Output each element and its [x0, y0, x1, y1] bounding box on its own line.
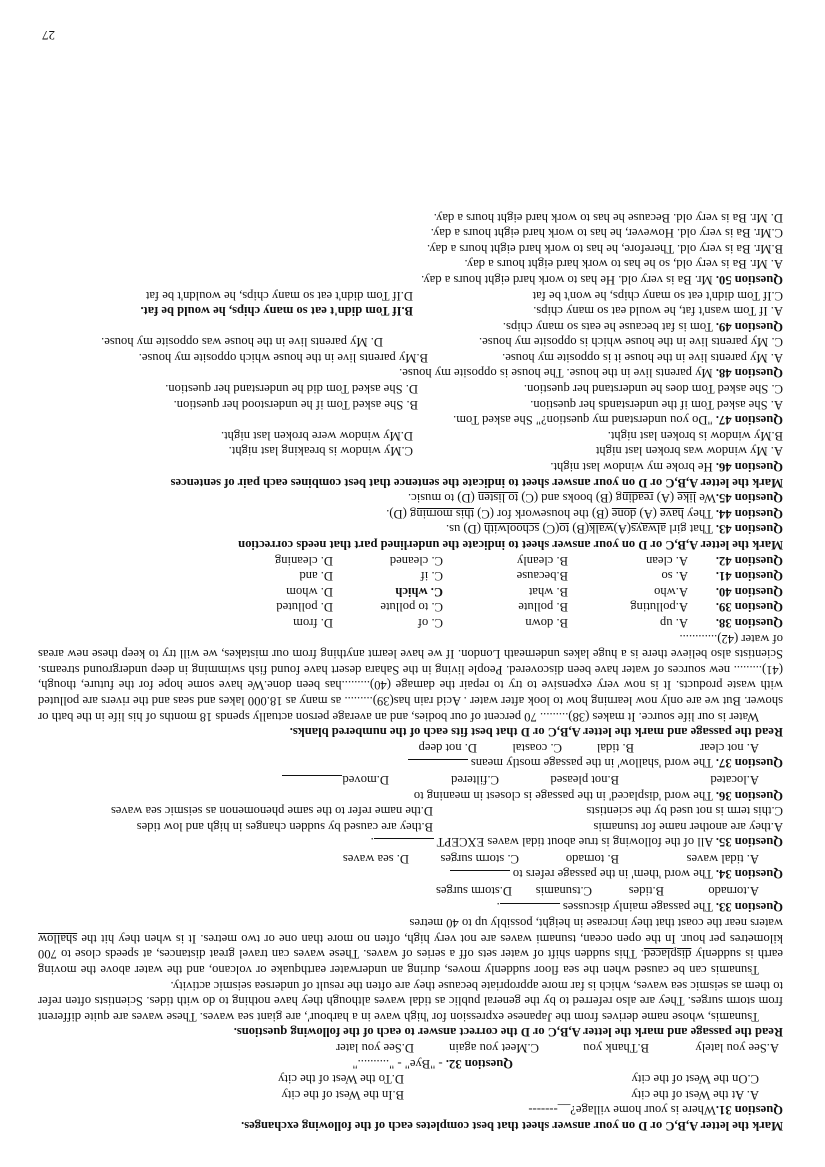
option-b: B. tornado [565, 851, 619, 866]
underlined-part-d: schoolwith [484, 522, 540, 537]
question-stem: My parents live in the house. The house is opposite my house. [399, 366, 713, 381]
option-d: D. from [293, 616, 333, 630]
question-tail: ------- [528, 1103, 558, 1118]
option-b: B. down [525, 616, 568, 630]
q48-options-row-1 [38, 349, 783, 365]
passage-text: Tsunamis can be caused when the sea floor suddenly moves, during an underwater earthquake or volcano, and the water above the moving earth is suddenly [38, 947, 783, 978]
option-c: C. storm surges [440, 851, 519, 866]
question-label: Question 43. [715, 522, 783, 537]
q47-options-row-2 [38, 381, 783, 397]
section-heading-reading: Read the passage and mark the letter A,B,C or D the correct answer to each of the following questions. [233, 1025, 783, 1040]
q46-options-row-2 [38, 427, 783, 443]
question-35: Question 35. All of the following is true about tidal waves EXCEPT . [370, 835, 783, 850]
question-stem: The word 'shallow' in the passage mostly means [470, 756, 713, 771]
option-c: C. if [420, 569, 443, 584]
question-label: Question 41. [715, 569, 783, 584]
question-48 [38, 365, 783, 381]
option-d: D. My parents live in the house was opposite my house. [101, 335, 383, 350]
option-d: D. not deep [418, 740, 477, 755]
question-stem: Tom is fat because he eats so many chips. [502, 319, 713, 334]
option-d: D.See you later [336, 1041, 414, 1056]
question-stem: Mr. Ba is very old. He has to work hard eight hours a day. [421, 272, 713, 287]
question-label: Question 50. [715, 272, 783, 287]
option-b: B.In the West of the city [281, 1087, 404, 1102]
sentence-text: (B) the housework for (C) [474, 506, 612, 521]
sentence-text: (A) [613, 522, 632, 537]
question-label: Question 49. [715, 319, 783, 334]
sentence-text: We [696, 491, 716, 506]
question-stem: The word 'displaced' in the passage is closest in meaning to [413, 788, 713, 803]
question-36 [38, 787, 783, 803]
sentence-text: They [683, 506, 716, 521]
q46-options-row-1 [38, 443, 783, 459]
exam-content [38, 209, 783, 1133]
option-a: A. tidal waves [686, 851, 759, 866]
page-number: 27 [42, 28, 55, 43]
q49-options-row-1 [38, 303, 783, 319]
question-label: Question 40. [715, 584, 783, 599]
sentence-text: (B) [569, 522, 590, 537]
underlined-part-b: walk [589, 522, 614, 537]
question-label: Question 31. [715, 1103, 783, 1118]
option-b: B.If Tom didn't eat so many chips, he would be fat. [140, 304, 413, 319]
question-label: Question 42. [715, 553, 783, 568]
option-a: A. Mr. Ba is very old, so he has to work hard eight hours a day. [464, 257, 783, 272]
option-c: C. of [417, 616, 443, 630]
option-c: C.My window is breaking last night. [228, 444, 413, 459]
question-label: Question 33. [715, 899, 783, 914]
option-d: D.If Tom didn't eat so many chips, he wouldn't be fat [145, 288, 413, 303]
q31-options-row-2 [38, 1071, 783, 1087]
q49-options-row-2 [38, 287, 783, 303]
question-37 [38, 755, 783, 772]
option-d: D.moved [342, 772, 389, 787]
option-a: A.tornado [708, 884, 759, 899]
question-45 [38, 490, 783, 506]
option-a: A. so [661, 569, 688, 584]
option-a: A. She asked Tom if the understands her question. [530, 397, 783, 412]
underlined-part-a: always [631, 522, 667, 537]
sentence-text: (D) to music. [407, 491, 478, 506]
option-c: C. coastal [512, 740, 562, 755]
question-label: Question 47. [715, 413, 783, 428]
option-c: C.tsunamis [535, 884, 592, 899]
option-c: C.this term is not used by the scientists [586, 804, 783, 819]
sentence-text: (A) [653, 491, 678, 506]
option-d: D. and [299, 569, 333, 584]
q32-options [38, 1039, 783, 1055]
answer-blank [408, 759, 468, 771]
option-d: D. cleaning [274, 553, 333, 568]
passage-text: waters near the coast that they increase in height, possibly up to 40 metres [409, 916, 783, 931]
question-43 [38, 521, 783, 537]
underlined-word-displaced: displaced [643, 947, 692, 962]
option-d: D. whom [286, 584, 333, 599]
option-a: A.who [654, 584, 688, 599]
answer-blank [282, 775, 342, 787]
q34-options [38, 850, 783, 866]
option-a: A. clean [646, 553, 688, 568]
answer-blank [374, 838, 434, 850]
q35-options-row-2 [38, 803, 783, 819]
passage-paragraph-1: Tsunamis, whose name derives from the Japanese expression for 'high wave in a harbour', are giant sea waves. These waves are quite different from storm surges. They are also referred to by the general public as tidal waves although they have nothing to do with tides. Scientists often refer to them as seismic sea waves, which is far more appropriate because they are often the result of underseа seismic activity. [38, 978, 783, 1024]
option-a: A.they are another name for tsunamis [593, 819, 783, 834]
option-d: D. She asked Tom did he understand her question. [165, 382, 418, 397]
cloze-passage: Water is our life source. It makes (38)......... 70 percent of our bodies, and an average person actually spends 18 months of his life in the bath or shower. But we are only now learning how to look after water . Acid rain has(39)......... as many as 18.000 lakes and seas and the rivers are polluted with waste products. It is now very expensive to try to repair the damage (40).........has been done.We have some hope for the future, though, (41)......... new sources of water have been discovered. People living in the Sahara desert have found fish swimming in deep underground streams. Scientists also believe there is a huge lakes underneath London. If we have learnt anything from our mistakes, we will try to keep these new areas of water (42)............ [38, 631, 783, 724]
question-47 [38, 412, 783, 428]
question-39 [38, 599, 783, 615]
option-a: A.polluting [630, 600, 688, 615]
option-c: C. cleaned [389, 553, 443, 568]
question-50 [38, 271, 783, 287]
question-stem: He broke my window last night. [550, 460, 713, 475]
question-label: Question 36. [715, 788, 783, 803]
option-d: D.the name refer to the same phenomenon as seismic sea waves [110, 804, 433, 819]
option-d: D.My window were broken last night. [220, 428, 413, 443]
option-b: B.they are caused by sudden changes in high and low tides [136, 819, 433, 834]
question-stem: - "Bye" - ".........." [352, 1056, 443, 1071]
option-d: D.To the West of the city [278, 1072, 404, 1087]
question-41 [38, 568, 783, 584]
option-d: D.storm surges [435, 884, 512, 899]
option-d: D. Mr. Ba is very old. Because he has to work hard eight hours a day. [433, 210, 783, 225]
option-a: A. My parents live in the house it is opposite my house. [502, 350, 783, 365]
option-b: B.Thank you [583, 1041, 649, 1056]
question-label: Question 37. [715, 756, 783, 771]
option-a: A. up [660, 616, 688, 630]
q31-options-row-1 [38, 1086, 783, 1102]
question-stem: Where is your home village? [570, 1103, 716, 1118]
option-a: A.See you lately [695, 1041, 779, 1056]
question-44 [38, 505, 783, 521]
passage-paragraph-2 [38, 915, 783, 977]
q35-options-row-1 [38, 818, 783, 834]
underlined-part-d: this morning [409, 506, 474, 521]
underlined-part-d: to listen [477, 491, 519, 506]
question-label: Question 32. [445, 1056, 513, 1071]
question-stem: The passage mainly discusses [562, 899, 713, 914]
question-label: Question 38. [715, 616, 783, 630]
passage-text: . This sudden shift of water sets off a series of waves. These waves can travel great distances, at speeds close to 700 kilometres per hour. In the open ocean, tsunami waves are not very high, often no more than one or two metres. It is when they hit the [38, 931, 783, 962]
question-label: Question 35. [715, 835, 783, 850]
option-a: A. My window was broken last night [595, 444, 783, 459]
option-a: A. not clear [699, 740, 759, 755]
option-d: D. polluted [276, 600, 333, 615]
question-46 [38, 458, 783, 474]
option-b: B. pollute [518, 600, 568, 615]
underlined-part-c: to [559, 522, 570, 537]
question-label: Question 46. [715, 460, 783, 475]
q47-options-row-1 [38, 396, 783, 412]
answer-blank [450, 871, 510, 883]
question-31 [38, 1102, 783, 1118]
question-label: Question 48. [715, 366, 783, 381]
option-b: B. cleanly [516, 553, 568, 568]
answer-blank [500, 903, 560, 915]
option-b: B.not pleased [550, 772, 619, 787]
sentence-text: (D). [386, 506, 410, 521]
option-b: B. She asked Tom if he understood her question. [173, 397, 418, 412]
question-stem: All of the following is true about tidal waves EXCEPT [436, 835, 714, 850]
q37-options [38, 739, 783, 755]
question-42 [38, 552, 783, 568]
question-stem: The word 'them' in the passage refers to [512, 867, 713, 882]
question-label: Question 45. [715, 491, 783, 506]
section-heading-correction: Mark the letter A,B,C or D on your answer sheet to indicate the underlined part that needs correction [238, 538, 783, 553]
option-c: C.filtered [451, 772, 499, 787]
sentence-text: (C) [539, 522, 560, 537]
option-a: A. At the West of the city [631, 1087, 759, 1102]
option-b: B.Mr. Ba is very old. Therefore, he has to work hard eight hours a day. [426, 241, 783, 256]
section-heading-combine: Mark the letter A,B,C or D on your answer sheet to indicate the sentence that best combines each pair of sentences [170, 475, 783, 490]
option-b: B.tides [628, 884, 664, 899]
option-c: C. My parents live in the house which is opposite my house. [479, 335, 783, 350]
option-b: B.because [516, 569, 568, 584]
sentence-text: (A) [636, 506, 661, 521]
question-32 [38, 1055, 783, 1071]
option-c: C.Meet you again [449, 1041, 539, 1056]
q33-options [38, 883, 783, 899]
question-33: Question 33. The passage mainly discusses . [496, 899, 783, 914]
sentence-text: That girl [666, 522, 716, 537]
underlined-part-b: reading [615, 491, 654, 506]
section-heading-cloze: Read the passage and mark the letter A,B,C or D that best fits each of the numbered blanks. [289, 725, 783, 740]
sentence-text: (B) books and (C) [518, 491, 616, 506]
question-label: Question 34. [715, 867, 783, 882]
question-38 [38, 614, 783, 630]
sentence-text: (D) us. [445, 522, 485, 537]
question-label: Question 39. [715, 600, 783, 615]
option-b: B. what [528, 584, 568, 599]
option-a: A. If Tom wasn't fat, he would eat so many chips. [533, 304, 783, 319]
section-heading-exchanges: Mark the letter A,B,C or D on your answer sheet that best completes each of the following exchanges. [241, 1119, 783, 1133]
underlined-word-shallow: shallow [38, 931, 78, 946]
question-40 [38, 583, 783, 599]
option-c: C.If Tom didn't eat so many chips, he won't be fat [532, 288, 783, 303]
underlined-part-a: like [677, 491, 697, 506]
q36-options [38, 771, 783, 787]
question-34 [38, 866, 783, 883]
question-label: Question 44. [715, 506, 783, 521]
option-b: B.My window is broken last night. [607, 428, 783, 443]
q48-options-row-2 [38, 334, 783, 350]
option-b: B.My parents live in the house which opposite my house. [138, 350, 428, 365]
underlined-part-a: have [660, 506, 684, 521]
question-stem: "Do you understand my question?" She asked Tom. [453, 413, 713, 428]
option-c: C. to pollute [380, 600, 443, 615]
option-c: C. She asked Tom does he understand her question. [523, 382, 783, 397]
answer-blank: __ [557, 1103, 571, 1118]
option-c: C. which [395, 584, 443, 599]
underlined-part-b: done [611, 506, 637, 521]
option-a: A.located [710, 772, 759, 787]
option-b: B. tidal [596, 740, 634, 755]
question-49 [38, 318, 783, 334]
option-c: C.Mr. Ba is very old. However, he has to work hard eight hours a day. [430, 226, 783, 241]
option-c: C.On the West of the city [631, 1072, 759, 1087]
option-d: D. sea waves [342, 851, 409, 866]
